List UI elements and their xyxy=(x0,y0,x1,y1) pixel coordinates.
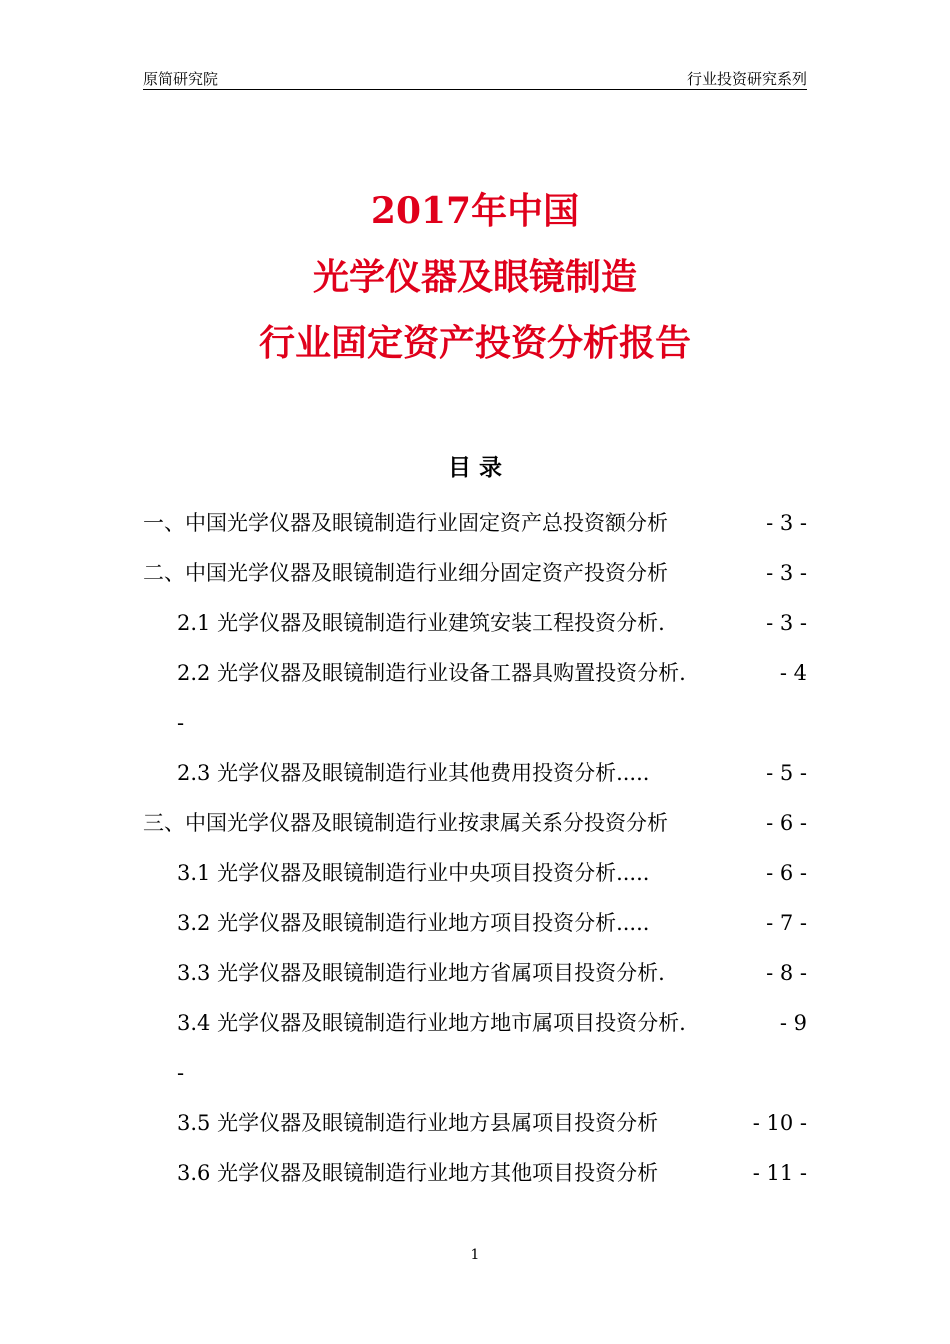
toc-item[interactable] xyxy=(143,748,807,798)
toc-item[interactable] xyxy=(143,848,807,898)
toc-item-page: - 10 - xyxy=(752,1111,807,1135)
title-line-1: 2017年中国 xyxy=(370,190,580,232)
toc-item-page: - 4 xyxy=(779,661,807,685)
toc-heading: 目 录 xyxy=(447,455,502,481)
toc-item[interactable] xyxy=(143,598,807,648)
toc-item-page: - 6 - xyxy=(766,811,807,835)
toc-item[interactable] xyxy=(143,548,807,598)
toc-item-text: 3.5 光学仪器及眼镜制造行业地方县属项目投资分析 xyxy=(177,1111,659,1135)
toc-item-page: - 11 - xyxy=(752,1161,807,1185)
toc-item-page: - 9 xyxy=(779,1011,807,1035)
toc-item[interactable] xyxy=(143,498,807,548)
toc-item-continuation: - xyxy=(177,711,185,735)
toc-item[interactable] xyxy=(143,898,807,948)
toc-item-text: 2.3 光学仪器及眼镜制造行业其他费用投资分析..... xyxy=(177,761,650,785)
toc-item[interactable] xyxy=(143,1098,807,1148)
toc-item-text: 二、中国光学仪器及眼镜制造行业细分固定资产投资分析 xyxy=(143,561,668,585)
toc-item-text: 3.6 光学仪器及眼镜制造行业地方其他项目投资分析 xyxy=(177,1161,659,1185)
toc-item-continuation: - xyxy=(177,1061,185,1085)
report-title xyxy=(0,178,950,376)
header-left: 原简研究院 xyxy=(143,70,219,88)
toc-item-text: 2.1 光学仪器及眼镜制造行业建筑安装工程投资分析. xyxy=(177,611,665,635)
toc-item-page: - 7 - xyxy=(766,911,807,935)
title-line-2: 光学仪器及眼镜制造 xyxy=(312,256,637,298)
toc-item-text: 2.2 光学仪器及眼镜制造行业设备工器具购置投资分析. xyxy=(177,661,686,685)
toc-item[interactable] xyxy=(143,798,807,848)
table-of-contents xyxy=(143,498,807,1198)
toc-item-page: - 5 - xyxy=(766,761,807,785)
toc-item[interactable] xyxy=(143,998,807,1048)
toc-item-page: - 6 - xyxy=(766,861,807,885)
toc-item[interactable] xyxy=(143,948,807,998)
toc-item-text: 3.3 光学仪器及眼镜制造行业地方省属项目投资分析. xyxy=(177,961,665,985)
toc-item-text: 3.1 光学仪器及眼镜制造行业中央项目投资分析..... xyxy=(177,861,650,885)
page-number: 1 xyxy=(470,1247,480,1263)
toc-item-text: 3.4 光学仪器及眼镜制造行业地方地市属项目投资分析. xyxy=(177,1011,686,1035)
toc-item[interactable] xyxy=(143,648,807,698)
toc-item-text: 一、中国光学仪器及眼镜制造行业固定资产总投资额分析 xyxy=(143,511,668,535)
title-line-3: 行业固定资产投资分析报告 xyxy=(258,322,691,364)
toc-item-page: - 3 - xyxy=(766,611,807,635)
toc-item-page: - 3 - xyxy=(766,561,807,585)
toc-item-page: - 3 - xyxy=(766,511,807,535)
toc-item-text: 三、中国光学仪器及眼镜制造行业按隶属关系分投资分析 xyxy=(143,811,668,835)
toc-item-page: - 8 - xyxy=(766,961,807,985)
header-right: 行业投资研究系列 xyxy=(686,70,807,88)
header-rule xyxy=(143,89,807,90)
toc-item[interactable] xyxy=(143,1148,807,1198)
toc-item-text: 3.2 光学仪器及眼镜制造行业地方项目投资分析..... xyxy=(177,911,650,935)
